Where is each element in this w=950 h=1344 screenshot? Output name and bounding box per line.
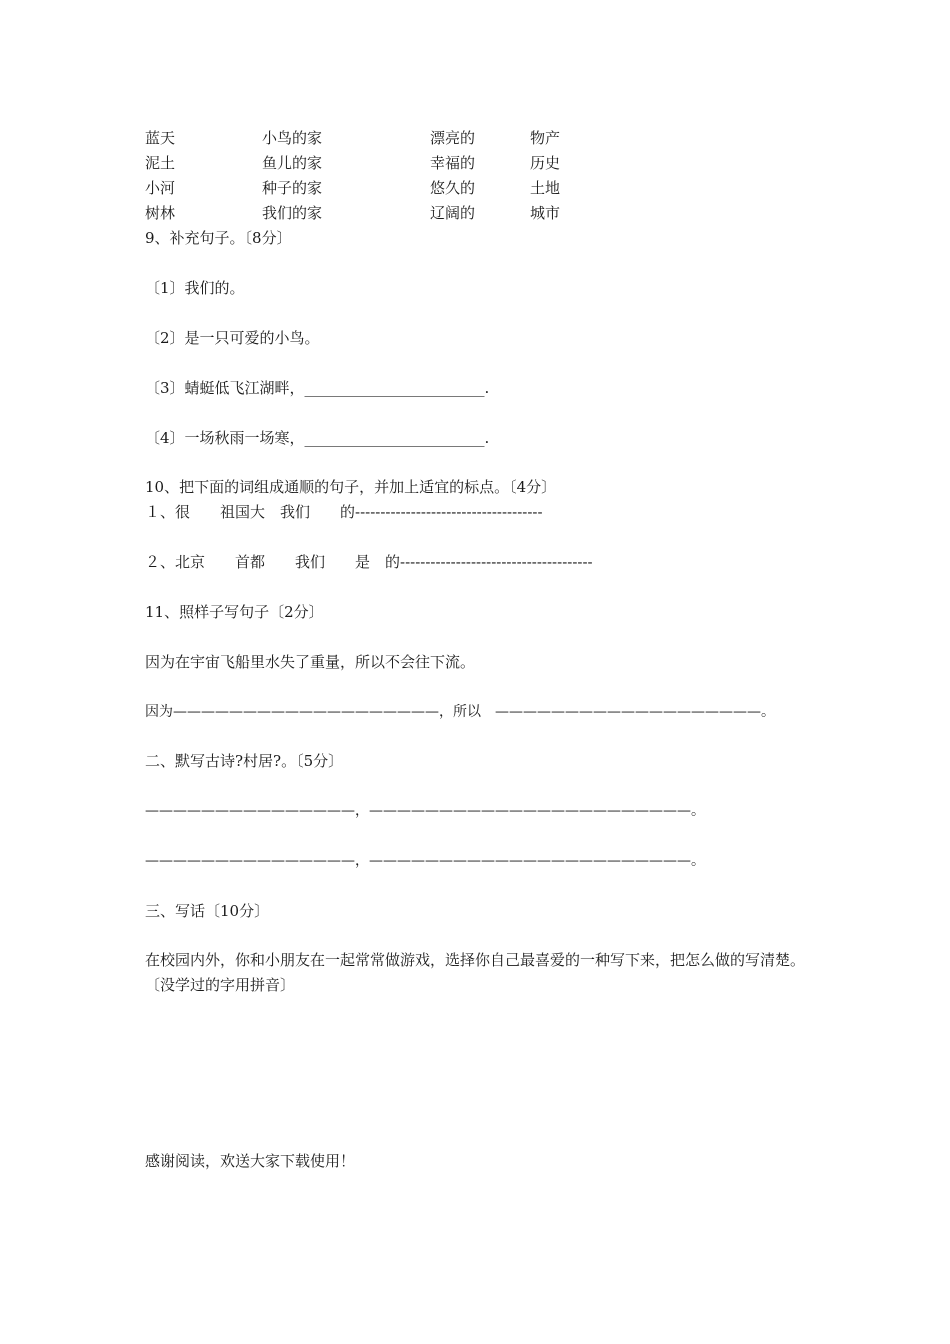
q10-title: 10、把下面的词组成通顺的句子，并加上适宜的标点。〔4分〕 [145, 478, 557, 496]
word-cell: 蓝天 [145, 129, 176, 147]
q9-item-2: 〔2〕是一只可爱的小鸟。 [145, 329, 320, 347]
word-cell: 泥土 [145, 154, 176, 172]
q11-blank: 因为———————————————————，所以 ———————————————————。 [145, 704, 775, 720]
q11-example: 因为在宇宙飞船里水失了重量，所以不会往下流。 [145, 653, 476, 671]
poem-line-1: ———————————————，———————————————————————。 [145, 803, 705, 819]
word-cell: 种子的家 [262, 179, 323, 197]
word-cell: 小鸟的家 [262, 129, 323, 147]
word-cell: 悠久的 [430, 179, 476, 197]
word-cell: 树林 [145, 204, 176, 222]
q11-title: 11、照样子写句子〔2分〕 [145, 603, 324, 621]
word-cell: 我们的家 [262, 204, 323, 222]
q10-line-1: １、很 祖国大 我们 的------------------------------------- [145, 503, 543, 521]
word-cell: 城市 [530, 204, 561, 222]
footer-note: 感谢阅读，欢送大家下载使用！ [145, 1152, 356, 1170]
q9-item-1: 〔1〕我们的。 [145, 279, 245, 297]
poem-line-2: ———————————————，———————————————————————。 [145, 853, 705, 869]
q9-title: 9、补充句子。〔8分〕 [145, 229, 292, 247]
word-cell: 小河 [145, 179, 176, 197]
q9-item-3: 〔3〕蜻蜓低飞江湖畔，________________________. [145, 379, 490, 397]
word-cell: 物产 [530, 129, 561, 147]
writing-prompt: 在校园内外，你和小朋友在一起常常做游戏，选择你自己最喜爱的一种写下来，把怎么做的写清楚。〔没学过的字用拼音〕 [145, 951, 806, 994]
section-3-title: 三、写话〔10分〕 [145, 902, 270, 920]
word-cell: 漂亮的 [430, 129, 476, 147]
q10-line-2: ２、北京 首都 我们 是 的-------------------------------------- [145, 553, 593, 571]
word-cell: 幸福的 [430, 154, 476, 172]
section-2-title: 二、默写古诗?村居?。〔5分〕 [145, 752, 344, 770]
word-cell: 鱼儿的家 [262, 154, 323, 172]
q9-item-4: 〔4〕一场秋雨一场寒，________________________. [145, 429, 490, 447]
word-cell: 历史 [530, 154, 561, 172]
word-cell: 辽阔的 [430, 204, 476, 222]
word-cell: 土地 [530, 179, 561, 197]
